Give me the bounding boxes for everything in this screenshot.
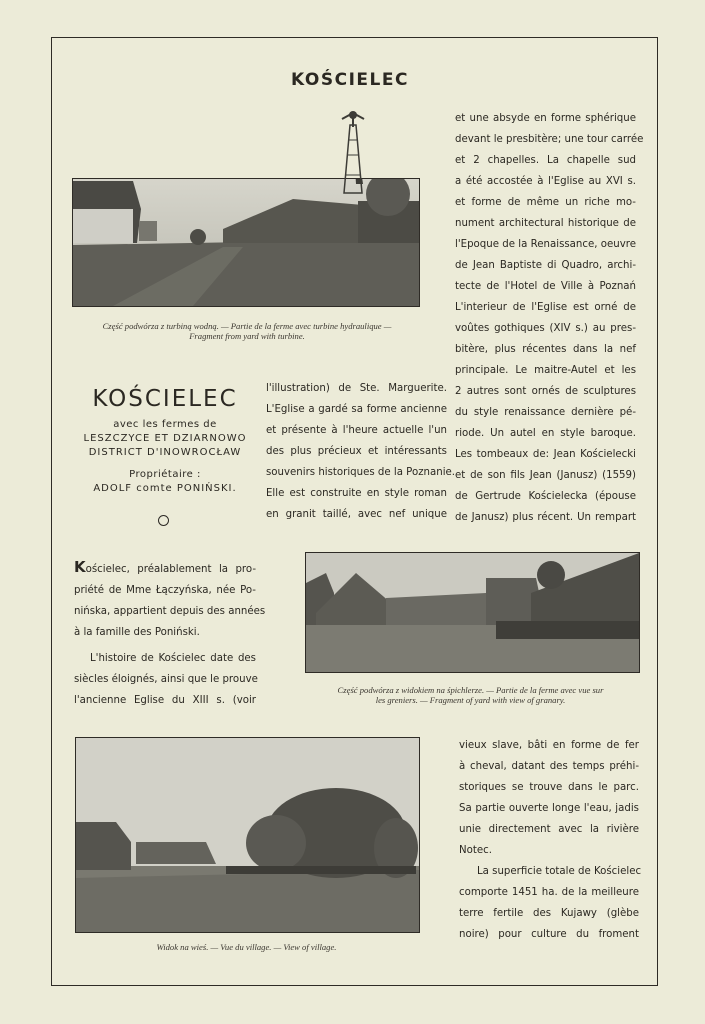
text-line: L'histoire de Kościelec date des [90,653,256,664]
caption-line: Fragment from yard with turbine. [189,331,305,341]
text-line: Sa partie ouverte longe l'eau, jadis [459,803,639,814]
text-line-rest: ościelec, préalablement la pro- [85,564,256,575]
text-line: priété de Mme Łączyńska, née Po- [74,585,256,596]
windmill-tower-icon [338,105,368,195]
ornament-circle-icon [158,515,169,526]
text-line: à la famille des Poniński. [74,627,200,638]
photo-yard-granary [305,552,640,673]
caption-line: les greniers. — Fragment of yard with view of granary. [375,695,566,705]
owner-name: ADOLF comte PONIŃSKI. [93,483,237,494]
text-line: des plus précieux et intéressants [266,446,447,457]
text-column-left [74,557,266,711]
text-line: comporte 1451 ha. de la meilleure [459,887,639,898]
text-line: L'interieur de l'Eglise est orné de [455,302,636,313]
text-line [74,557,256,580]
text-column-right-bottom [459,735,642,945]
text-line: de Janusz) plus récent. Un rempart [455,512,636,523]
text-line: storiques se trouve dans le parc. [459,782,639,793]
text-line: Les tombeaux de: Jean Kościelecki [455,449,636,460]
text-line: terre fertile des Kujawy (glèbe [459,908,639,919]
text-line: souvenirs historiques de la Poznanie. [266,467,456,478]
text-line: bitère, plus récentes dans la nef [455,344,636,355]
estate-line: avec les fermes de [113,419,217,430]
estate-name: KOŚCIELEC [92,386,238,412]
estate-details [74,418,256,496]
text-line: principale. Le maitre-Autel et les [455,365,636,376]
text-line: l'illustration) de Ste. Marguerite. [266,383,447,394]
text-line: nument architectural historique de [455,218,636,229]
caption-line: Część podwórza z turbiną wodną. — Partie de la ferme avec turbine hydraulique — [102,321,392,331]
text-line: a été accostée à l'Eglise au XVI s. [455,176,636,187]
text-line: l'Epoque de la Renaissance, oeuvre [455,239,636,250]
text-line: de Jean Baptiste di Quadro, archi- [455,260,636,271]
text-line: Notec. [459,845,492,856]
text-line: de Gertrude Kościelecka (épouse [455,491,636,502]
estate-line: DISTRICT D'INOWROCŁAW [88,447,242,458]
photo-village-caption: Widok na wieś. — Vue du village. — View of village. [156,942,337,952]
text-line: tecte de l'Hotel de Ville à Poznań [455,281,636,292]
photo-granary-caption [298,685,643,705]
text-line: et 2 chapelles. La chapelle sud [455,155,636,166]
text-line: à cheval, datant des temps préhi- [459,761,639,772]
text-line: devant le presbitère; une tour carrée [455,134,644,145]
text-line: et de son fils Jean (Janusz) (1559) [455,470,636,481]
text-line: en granit taillé, avec nef unique [266,509,447,520]
text-column-middle [266,378,456,525]
text-line: nińska, appartient depuis des années [74,606,266,617]
text-line: du style renaissance dernière pé- [455,407,636,418]
text-line: 2 autres sont ornés de sculptures [455,386,636,397]
text-line: riode. Un autel en style baroque. [455,428,636,439]
text-line: noire) pour culture du froment [459,929,639,940]
photo-village [75,737,420,933]
text-line: unie directement avec la rivière [459,824,639,835]
text-line: Elle est construite en style roman [266,488,447,499]
estate-line: LESZCZYCE ET DZIARNOWO [83,433,247,444]
page-title: KOŚCIELEC [291,70,409,90]
text-line: siècles éloignés, ainsi que le prouve [74,674,258,685]
photo-yard-turbine [72,178,420,307]
drop-cap: K [74,558,86,576]
photo-turbine-caption [62,321,432,341]
text-line: et forme de même un riche mo- [455,197,636,208]
text-line: L'Eglise a gardé sa forme ancienne [266,404,447,415]
text-line: l'ancienne Eglise du XIII s. (voir [74,695,256,706]
text-column-right-top [455,108,644,528]
text-line: et présente à l'heure actuelle l'un [266,425,447,436]
caption-line: Część podwórza z widokiem na śpichlerze. — Partie de la ferme avec vue sur [337,685,604,695]
text-line: La superficie totale de Kościelec [477,866,642,877]
text-line: et une absyde en forme sphérique [455,113,636,124]
owner-label: Propriétaire : [129,469,201,480]
text-line: vieux slave, bâti en forme de fer [459,740,639,751]
text-line: voûtes gothiques (XIV s.) au pres- [455,323,636,334]
